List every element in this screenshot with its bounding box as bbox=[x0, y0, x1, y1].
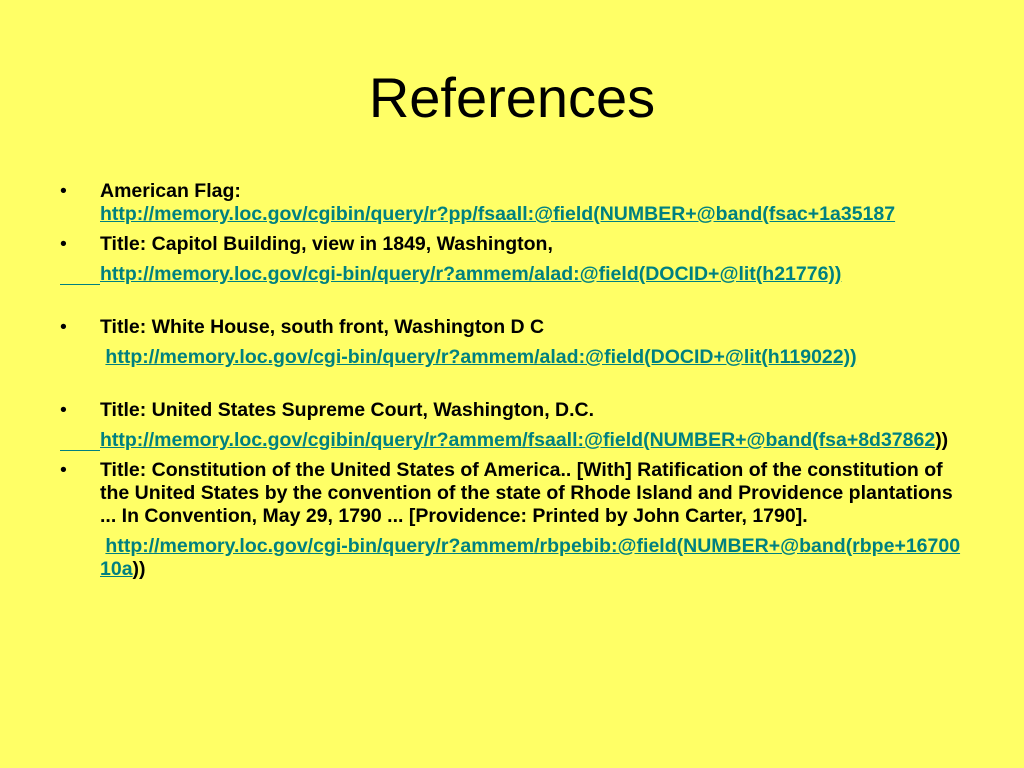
reference-trailing-text: )) bbox=[132, 558, 146, 580]
reference-label: Title: White House, south front, Washington D C bbox=[100, 316, 545, 338]
bullet-icon: • bbox=[60, 180, 67, 202]
reference-label: Title: United States Supreme Court, Washington, D.C. bbox=[100, 399, 595, 421]
reference-item-american-flag bbox=[58, 180, 966, 226]
bullet-icon: • bbox=[60, 459, 67, 481]
reference-label: Title: Capitol Building, view in 1849, Washington, bbox=[100, 233, 553, 255]
reference-link[interactable]: http://memory.loc.gov/cgi-bin/query/r?ammem/alad:@field(DOCID+@lit(h119022)) bbox=[105, 346, 857, 368]
slide-title: References bbox=[368, 66, 656, 129]
reference-item-supreme-court bbox=[58, 399, 966, 422]
reference-url-row bbox=[58, 346, 966, 369]
bullet-icon: • bbox=[60, 233, 67, 255]
reference-label: American Flag: bbox=[100, 180, 241, 202]
reference-link[interactable]: http://memory.loc.gov/cgibin/query/r?ammem/fsaall:@field(NUMBER+@band(fsa+8d37862 bbox=[100, 429, 936, 451]
reference-label: Title: Constitution of the United States of America.. [With] Ratification of the constitution of the United States by the convention of the state of Rhode Island and Providence plantations ... In Convention, May 29, 1790 ... [Providence: Printed by John Carter, 1790]. bbox=[100, 459, 953, 527]
reference-item-constitution bbox=[58, 459, 966, 528]
reference-link[interactable]: http://memory.loc.gov/cgibin/query/r?pp/fsaall:@field(NUMBER+@band(fsac+1a35187 bbox=[100, 203, 896, 225]
reference-item-white-house bbox=[58, 316, 966, 339]
reference-item-capitol-building bbox=[58, 233, 966, 256]
reference-link[interactable]: http://memory.loc.gov/cgi-bin/query/r?ammem/alad:@field(DOCID+@lit(h21776)) bbox=[100, 263, 842, 285]
bullet-icon: • bbox=[60, 316, 67, 338]
reference-url-row bbox=[58, 429, 966, 452]
link-underline-lead bbox=[60, 450, 100, 451]
reference-url-row bbox=[58, 535, 966, 581]
reference-link[interactable]: http://memory.loc.gov/cgi-bin/query/r?ammem/rbpebib:@field(NUMBER+@band(rbpe+1670010a bbox=[100, 535, 961, 580]
reference-url-row bbox=[58, 263, 966, 286]
link-underline-lead bbox=[60, 284, 100, 285]
reference-trailing-text: )) bbox=[935, 429, 949, 451]
references-list bbox=[58, 180, 966, 581]
bullet-icon: • bbox=[60, 399, 67, 421]
